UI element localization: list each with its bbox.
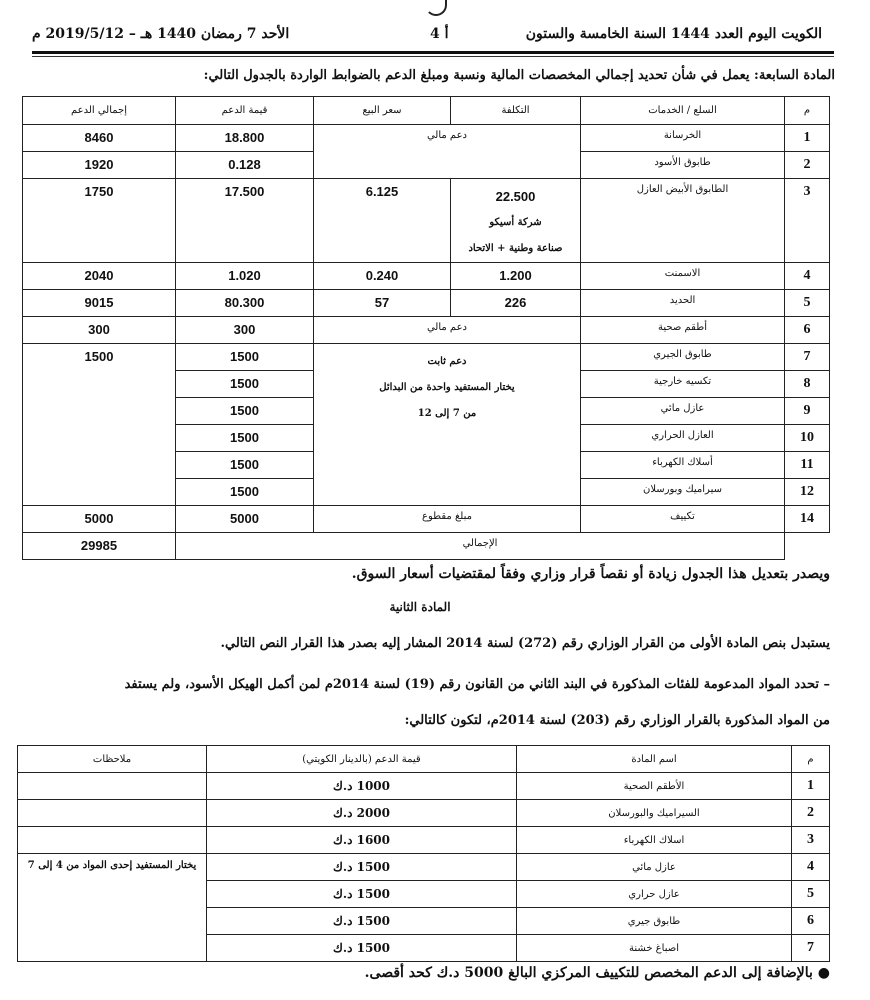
col-header: التكلفة [451, 97, 581, 125]
table-row: 9 عازل مائي 1500 [23, 398, 830, 425]
col-header: السلع / الخدمات [581, 97, 785, 125]
materials-table [17, 745, 830, 962]
col-header: سعر البيع [314, 97, 451, 125]
table-row: 7 طابوق الجيري دعم ثابت يختار المستفيد واحدة من البدائل من 7 إلى 12 1500 1500 [23, 344, 830, 371]
stamp-mark [425, 0, 447, 16]
table-row: 11 أسلاك الكهرباء 1500 [23, 452, 830, 479]
table-row: 6 أطقم صحية دعم مالي 300 300 [23, 317, 830, 344]
col-header: إجمالي الدعم [23, 97, 176, 125]
table-row: 14 تكييف مبلغ مقطوع 5000 5000 [23, 506, 830, 533]
table-header-row [23, 97, 830, 125]
table-row: 5 عازل حراري 1500 د.ك [18, 881, 830, 908]
total-row [23, 533, 830, 560]
header-rule-thin [32, 56, 834, 57]
table-row: 12 سيراميك وبورسلان 1500 [23, 479, 830, 506]
header-rule [32, 51, 834, 54]
col-header: م [792, 746, 830, 773]
table-row: 2 السيراميك والبورسلان 2000 د.ك [18, 800, 830, 827]
issue-date: الأحد 7 رمضان 1440 هـ – 2019/5/12 م [32, 26, 290, 42]
table-row: 2 طابوق الأسود 0.128 1920 [23, 152, 830, 179]
notes-cell: يختار المستفيد إحدى المواد من 4 إلى 7 [18, 854, 207, 962]
table-row: 1 الخرسانة دعم مالي 18.800 8460 [23, 125, 830, 152]
table-row: 6 طابوق جيري 1500 د.ك [18, 908, 830, 935]
table-row: 4 الاسمنت 1.200 0.240 1.020 2040 [23, 263, 830, 290]
grand-total: 29985 [23, 533, 176, 560]
publication-info: الكويت اليوم العدد 1444 السنة الخامسة والستون [525, 26, 822, 42]
table-row: 5 الحديد 226 57 80.300 9015 [23, 290, 830, 317]
page-number: أ 4 [430, 26, 449, 42]
table-header-row [18, 746, 830, 773]
table-row: 1 الأطقم الصحية 1000 د.ك [18, 773, 830, 800]
article-two-paragraph-1: يستبدل بنص المادة الأولى من القرار الوزاري رقم (272) لسنة 2014 المشار إليه بصدر هذا القرار النص التالي. [220, 636, 830, 651]
amendment-note: ويصدر بتعديل هذا الجدول زيادة أو نقصاً قرار وزاري وفقاً لمقتضيات أسعار السوق. [351, 566, 830, 582]
table-row: 4 عازل مائي 1500 د.ك يختار المستفيد إحدى المواد من 4 إلى 7 [18, 854, 830, 881]
table-row: 7 اصباغ خشنة 1500 د.ك [18, 935, 830, 962]
subsidy-table [22, 96, 830, 560]
cost-cell: 22.500 شركة أسيكو صناعة وطنية + الاتحاد [451, 179, 581, 263]
table-row: 10 العازل الحراري 1500 [23, 425, 830, 452]
table-row: 3 اسلاك الكهرباء 1600 د.ك [18, 827, 830, 854]
col-header: اسم المادة [517, 746, 792, 773]
article-seven-intro: المادة السابعة: يعمل في شأن تحديد إجمالي المخصصات المالية ونسبة ومبلغ الدعم بالضوابط الواردة بالجدول التالي: [203, 68, 835, 83]
table-row: 3 الطابوق الأبيض العازل 22.500 شركة أسيكو صناعة وطنية + الاتحاد 6.125 17.500 1750 [23, 179, 830, 263]
article-two-paragraph-2: – تحدد المواد المدعومة للفئات المذكورة في البند الثاني من القانون رقم (19) لسنة 2014م لمن أكمل الهيكل الأسود، ولم يستفد [124, 677, 830, 692]
article-two-title: المادة الثانية [389, 600, 451, 614]
article-two-paragraph-3: من المواد المذكورة بالقرار الوزاري رقم (203) لسنة 2014م، لتكون كالتالي: [404, 713, 830, 728]
col-header: قيمة الدعم [176, 97, 314, 125]
ac-subsidy-note: ● بالإضافة إلى الدعم المخصص للتكييف المركزي البالغ 5000 د.ك كحد أقصى. [364, 965, 830, 981]
col-header: م [785, 97, 830, 125]
page-header [32, 26, 822, 46]
total-label: الإجمالي [176, 533, 785, 560]
col-header: قيمة الدعم (بالدينار الكويتي) [207, 746, 517, 773]
group-note-cell: دعم ثابت يختار المستفيد واحدة من البدائل من 7 إلى 12 [314, 344, 581, 506]
col-header: ملاحظات [18, 746, 207, 773]
table-row: 8 تكسيه خارجية 1500 [23, 371, 830, 398]
